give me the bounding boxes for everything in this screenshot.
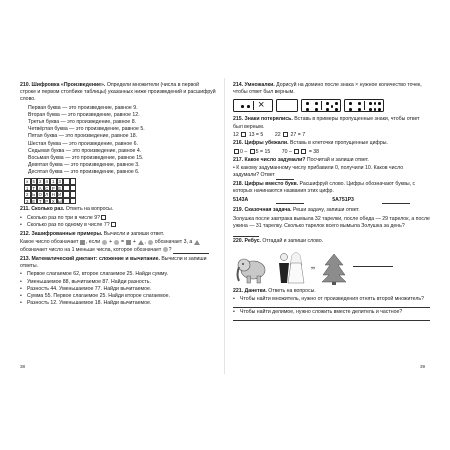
exercise-text: Отгадай и запиши слово. — [260, 238, 324, 245]
table-cell: 2 — [37, 178, 44, 185]
list-item: • Разность 12. Уменьшаемое 18. Найди вычитаемое. — [20, 300, 152, 307]
right-page — [233, 82, 430, 372]
exercise-title: 210. Шифровка «Произведение». — [20, 82, 106, 88]
rebus-picture — [235, 249, 430, 285]
exercise-217 — [233, 157, 430, 164]
equation-row: 0 – 5 = 15 70 – = 38 — [233, 149, 430, 156]
answer-line[interactable] — [276, 197, 304, 204]
exercise-212 — [20, 231, 216, 238]
list-item: • Уменьшаемое 88, вычитаемое 87. Найди разность. — [20, 278, 151, 285]
domino-tile — [344, 99, 384, 112]
exercise-title: 215. Знаки потерялись. — [233, 116, 293, 123]
list-item-text: Сумма 55. Первое слагаемое 25. Найди второе слагаемое. — [27, 292, 170, 299]
question-item: • Чтобы найти делимое, нужно сложить вместе делитель и частное? — [233, 309, 403, 316]
table-cell: О — [38, 192, 42, 198]
table-cell: 3 — [24, 198, 31, 205]
table-cell: 1 — [50, 178, 57, 185]
triangle-icon — [194, 240, 200, 245]
fir-tree-icon — [321, 253, 347, 285]
multiplication-clue-list — [20, 105, 216, 177]
table-cell: 2 — [24, 191, 31, 198]
exercise-219-body: Золушка после завтрака вымыла 32 тарелки, после обеда — 29 тарелок, а после ужина — 31 тарелку. Сколько тарелок всего вымыла Золушка за день? — [233, 216, 430, 238]
question-text: Сколько раз по одному в числе 7? — [27, 221, 110, 228]
circle-icon — [163, 247, 168, 252]
domino-row — [233, 99, 430, 112]
clue-item: Вторая буква — это произведение, равное 12. — [28, 111, 140, 118]
answer-box[interactable] — [250, 149, 255, 154]
exercise-title: 218. Цифры вместо букв. — [233, 180, 299, 187]
clue-item: Седьмая буква — это произведение, равное 4. — [28, 147, 142, 154]
exercise-216 — [233, 140, 430, 147]
exercise-214 — [233, 82, 430, 96]
exercise-text: Расшифруй слово. Цифры обозначают буквы, с которых начинаются названия этих цифр. — [233, 180, 416, 195]
multiply-icon: × — [258, 99, 265, 112]
clue-item: Десятая буква — это произведение, равное 6. — [28, 169, 140, 176]
table-cell: А — [38, 185, 42, 191]
exercise-211 — [20, 206, 216, 213]
table-cell: Т — [32, 185, 36, 191]
list-item-text: Разность 12. Уменьшаемое 18. Найди вычитаемое. — [27, 300, 152, 307]
exercise-title: 221. Данетки. — [233, 287, 267, 294]
exercise-217-body: • К какому задуманному числу прибавили 0, получили 10. Каков число задумали? Ответ — [233, 165, 404, 179]
equation-row: 12 13 = 5 22 27 = 7 — [233, 131, 306, 138]
exercise-212-body: Какое число обозначает , если + = + , обозначает 3, а обозначает число на 1 меньше числа, которое обозначает ? — [20, 239, 216, 253]
table-cell: Ы — [57, 198, 62, 204]
question-item: • Сколько раз по одному в числе 7? — [20, 222, 216, 229]
table-cell: Е — [32, 198, 36, 204]
clue-item: Четвёртая буква — это произведение, равное 5. — [28, 126, 145, 133]
exercise-title: 213. Математический диктант: сложение и вычитание. — [20, 255, 160, 262]
clue-item: Девятая буква — это произведение, равное 3. — [28, 162, 140, 169]
cipher-table — [24, 178, 216, 204]
clue-item: Первая буква — это произведение, равное 9. — [28, 104, 138, 111]
exercise-title: 219. Сказочная задача. — [233, 207, 292, 214]
table-cell: 1 — [24, 185, 31, 192]
table-cell: И — [58, 192, 62, 198]
exercise-text: Посчитай и запиши ответ. — [305, 156, 369, 163]
answer-line[interactable] — [276, 179, 294, 180]
exercise-title: 220. Ребус. — [233, 238, 261, 245]
exercise-title: 212. Зашифрованные примеры. — [20, 231, 103, 238]
list-item-text: Разность 44. Уменьшаемое 77. Найди вычитаемое. — [27, 285, 152, 292]
comma-mark: ,, — [311, 262, 315, 270]
exercise-title: 214. Умножалки. — [233, 82, 275, 88]
exercise-215 — [233, 116, 430, 130]
list-item: • Разность 44. Уменьшаемое 77. Найди вычитаемое. — [20, 285, 152, 292]
table-cell: 5 — [31, 178, 38, 185]
question-text: Чтобы найти делимое, нужно сложить вместе делитель и частное? — [240, 309, 403, 316]
code-word: 5143А — [233, 197, 249, 204]
table-cell: Т — [38, 198, 42, 204]
exercise-221 — [233, 288, 430, 295]
page-fold — [224, 78, 225, 374]
table-cell: С — [45, 185, 49, 191]
table-cell[interactable] — [70, 198, 77, 205]
table-cell: 3 — [57, 178, 64, 185]
exercise-text: Ответь на вопросы. — [266, 287, 316, 294]
exercise-text: Вычисли и запиши ответ. — [102, 231, 165, 238]
exercise-219 — [233, 207, 430, 214]
table-cell: х — [24, 178, 31, 185]
exercise-text: Ответь на вопросы. — [64, 206, 114, 213]
table-cell: Ь — [32, 192, 36, 198]
left-page — [20, 82, 216, 372]
exercise-text: Определи множители (числа в первой строке и первом столбике таблицы) указанных ниже произведений и расшифруй слово. — [20, 82, 216, 103]
domino-tile — [233, 99, 273, 112]
clue-item: Шестая буква — это произведение, равное 6. — [28, 140, 138, 147]
answer-box[interactable] — [301, 149, 306, 154]
exercise-218 — [233, 181, 430, 195]
table-cell: Р — [45, 198, 49, 204]
domino-tile — [301, 99, 341, 112]
exercise-title: 217. Какое число задумали? — [233, 156, 306, 163]
exercise-title: 216. Цифры убежали. — [233, 140, 289, 147]
answer-box[interactable] — [111, 222, 116, 227]
circle-icon — [148, 240, 153, 245]
exercise-text: Вставь в примеры пропущенные знаки, чтобы ответ был верным. — [233, 116, 420, 130]
exercise-text: Вычисли и запиши ответы. — [20, 255, 207, 269]
answer-line[interactable] — [353, 266, 393, 267]
list-item: • Сумма 55. Первое слагаемое 25. Найди второе слагаемое. — [20, 292, 170, 299]
square-icon — [80, 240, 85, 245]
circle-icon — [114, 240, 119, 245]
question-text: Сколько раз по три в числе 9? — [27, 214, 101, 221]
answer-line[interactable] — [233, 316, 430, 321]
exercise-213 — [20, 256, 216, 270]
clue-item: Восьмая буква — это произведение, равное 15. — [28, 154, 144, 161]
answer-box[interactable] — [294, 149, 299, 154]
bride-groom-icon — [275, 251, 305, 285]
answer-box[interactable] — [283, 132, 288, 137]
exercise-title: 211. Сколько раз. — [20, 206, 65, 213]
answer-box[interactable] — [241, 132, 246, 137]
answer-line[interactable] — [382, 197, 410, 204]
answer-box[interactable] — [234, 149, 239, 154]
table-cell: Е — [58, 185, 62, 191]
exercise-text: Вставь в клеточки пропущенные цифры. — [288, 140, 388, 147]
answer-line[interactable] — [233, 303, 430, 308]
table-cell: Р — [51, 185, 55, 191]
circle-icon — [102, 240, 107, 245]
question-item: • Сколько раз по три в числе 9? — [20, 215, 216, 222]
exercise-text: Реши задачу, запиши ответ. — [291, 207, 360, 214]
exercise-text: Дорисуй на домино после знака × нужное количество точек, чтобы ответ был верным. — [233, 82, 422, 96]
triangle-icon — [138, 240, 144, 245]
dictation-list — [20, 271, 216, 307]
table-cell: Х — [51, 198, 55, 204]
exercise-220 — [233, 238, 430, 245]
page-number-right: 39 — [420, 364, 426, 369]
question-text: Чтобы найти множитель, нужно от произведения отнять второй множитель? — [240, 295, 425, 302]
square-icon — [126, 240, 131, 245]
domino-tile[interactable] — [276, 99, 298, 112]
elephant-icon — [235, 255, 269, 285]
list-item: • Первое слагаемое 62, второе слагаемое 25. Найди сумму. — [20, 271, 169, 278]
question-item: • Чтобы найти множитель, нужно от произведения отнять второй множитель? — [233, 295, 425, 302]
answer-box[interactable] — [101, 215, 106, 220]
list-item-text: Первое слагаемое 62, второе слагаемое 25. Найди сумму. — [27, 271, 169, 278]
code-word: 5А751Р3 — [332, 197, 354, 204]
exercise-210 — [20, 82, 216, 104]
code-row — [233, 197, 430, 204]
clue-item: Пятая буква — это произведение, равное 18. — [28, 133, 138, 140]
table-cell: Н — [51, 192, 55, 198]
answer-line[interactable] — [173, 253, 209, 254]
table-cell: 4 — [44, 178, 51, 185]
list-item-text: Уменьшаемое 88, вычитаемое 87. Найди разность. — [27, 278, 151, 285]
clue-item: Третья буква — это произведение, равное 8. — [28, 119, 137, 126]
table-cell: Л — [45, 192, 49, 198]
page-number-left: 38 — [20, 364, 26, 369]
